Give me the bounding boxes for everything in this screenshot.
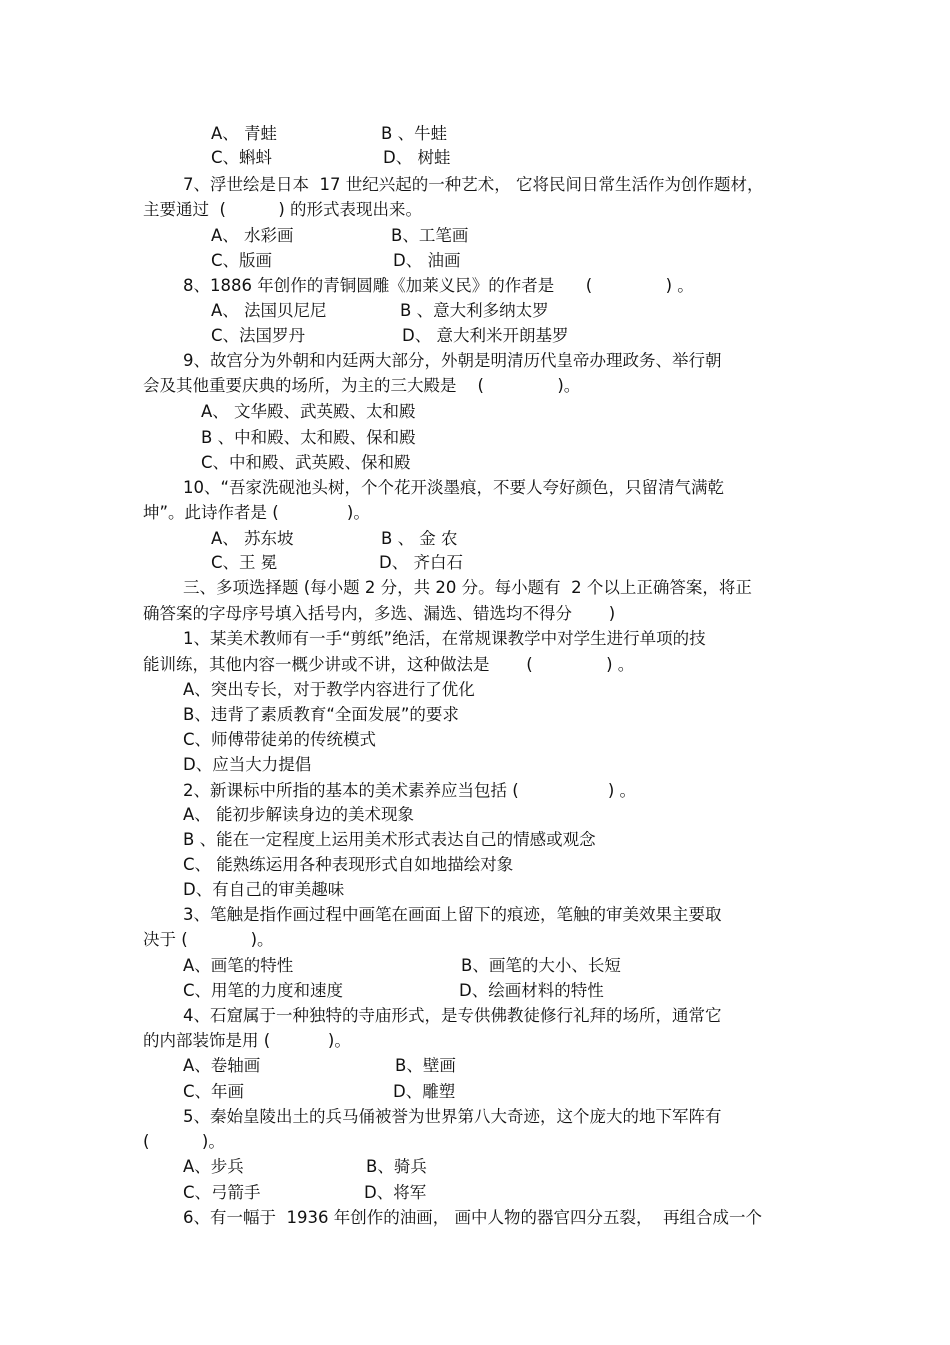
m1-option-d: D、应当大力提倡 <box>183 755 312 774</box>
q9-stem-line2: 会及其他重要庆典的场所，为主的三大殿是 ( )。 <box>143 376 581 395</box>
q8-option-b: B 、意大利多纳太罗 <box>400 301 549 320</box>
m3-stem-line1: 3、笔触是指作画过程中画笔在画面上留下的痕迹，笔触的审美效果主要取 <box>183 905 722 924</box>
q10-option-d: D、 齐白石 <box>379 553 463 572</box>
m1-stem-line1: 1、某美术教师有一手“剪纸”绝活，在常规课教学中对学生进行单项的技 <box>183 629 706 648</box>
q9-option-b: B 、中和殿、太和殿、保和殿 <box>201 428 416 447</box>
m4-option-a: A、卷轴画 <box>183 1056 261 1075</box>
m4-option-b: B、壁画 <box>395 1056 456 1075</box>
m3-option-b: B、画笔的大小、长短 <box>461 956 621 975</box>
q8-option-c: C、法国罗丹 <box>211 326 306 345</box>
q7-option-c: C、版画 <box>211 251 273 270</box>
m3-option-a: A、画笔的特性 <box>183 956 294 975</box>
section-3-heading-line2: 确答案的字母序号填入括号内，多选、漏选、错选均不得分 ) <box>143 604 616 623</box>
m4-option-c: C、年画 <box>183 1082 245 1101</box>
m2-option-b: B 、能在一定程度上运用美术形式表达自己的情感或观念 <box>183 830 596 849</box>
m2-option-d: D、有自己的审美趣味 <box>183 880 345 899</box>
m5-option-b: B、骑兵 <box>366 1157 427 1176</box>
m3-stem-line2: 决于 ( )。 <box>143 930 274 949</box>
q6-option-c: C、蝌蚪 <box>211 148 273 167</box>
m5-stem-line2: ( )。 <box>143 1132 225 1151</box>
q9-stem-line1: 9、故宫分为外朝和内廷两大部分，外朝是明清历代皇帝办理政务、举行朝 <box>183 351 722 370</box>
m2-option-a: A、 能初步解读身边的美术现象 <box>183 805 415 824</box>
q7-stem-line2: 主要通过 ( ) 的形式表现出来。 <box>143 200 423 219</box>
m4-stem-line2: 的内部装饰是用 ( )。 <box>143 1031 351 1050</box>
q7-option-d: D、 油画 <box>393 251 461 270</box>
m1-option-a: A、突出专长，对于教学内容进行了优化 <box>183 680 475 699</box>
q10-stem-line1: 10、“吾家洗砚池头树，个个花开淡墨痕，不要人夸好颜色，只留清气满乾 <box>183 478 725 497</box>
m2-stem: 2、新课标中所指的基本的美术素养应当包括 ( ) 。 <box>183 781 637 800</box>
q10-option-a: A、 苏东坡 <box>211 529 294 548</box>
q9-option-c: C、中和殿、武英殿、保和殿 <box>201 453 411 472</box>
q7-stem-line1: 7、浮世绘是日本 17 世纪兴起的一种艺术， 它将民间日常生活作为创作题材， <box>183 175 764 194</box>
m4-option-d: D、雕塑 <box>393 1082 456 1101</box>
m4-stem-line1: 4、石窟属于一种独特的寺庙形式，是专供佛教徒修行礼拜的场所，通常它 <box>183 1006 722 1025</box>
q6-option-d: D、 树蛙 <box>383 148 451 167</box>
q10-stem-line2: 坤”。此诗作者是 ( )。 <box>143 503 370 522</box>
m5-option-d: D、将军 <box>364 1183 427 1202</box>
m1-option-b: B、违背了素质教育“全面发展”的要求 <box>183 705 459 724</box>
m2-option-c: C、 能熟练运用各种表现形式自如地描绘对象 <box>183 855 514 874</box>
q7-option-a: A、 水彩画 <box>211 226 294 245</box>
section-3-heading-line1: 三、多项选择题 (每小题 2 分，共 20 分。每小题有 2 个以上正确答案，将正 <box>183 578 752 597</box>
m3-option-d: D、绘画材料的特性 <box>459 981 604 1000</box>
m5-stem-line1: 5、秦始皇陵出土的兵马俑被誉为世界第八大奇迹，这个庞大的地下军阵有 <box>183 1107 722 1126</box>
q10-option-b: B 、 金 农 <box>381 529 458 548</box>
q8-option-a: A、 法国贝尼尼 <box>211 301 327 320</box>
q9-option-a: A、 文华殿、武英殿、太和殿 <box>201 402 416 421</box>
m1-option-c: C、师傅带徒弟的传统模式 <box>183 730 377 749</box>
q6-option-a: A、 青蛙 <box>211 124 278 143</box>
m5-option-c: C、弓箭手 <box>183 1183 261 1202</box>
q8-option-d: D、 意大利米开朗基罗 <box>402 326 569 345</box>
m6-stem-line1: 6、有一幅于 1936 年创作的油画， 画中人物的器官四分五裂， 再组合成一个 <box>183 1208 762 1227</box>
m5-option-a: A、步兵 <box>183 1157 244 1176</box>
q8-stem: 8、1886 年创作的青铜圆雕《加莱义民》的作者是 ( ) 。 <box>183 276 694 295</box>
q10-option-c: C、王 冕 <box>211 553 278 572</box>
m1-stem-line2: 能训练，其他内容一概少讲或不讲，这种做法是 ( ) 。 <box>143 655 635 674</box>
m3-option-c: C、用笔的力度和速度 <box>183 981 344 1000</box>
q7-option-b: B、工笔画 <box>391 226 469 245</box>
q6-option-b: B 、牛蛙 <box>381 124 448 143</box>
